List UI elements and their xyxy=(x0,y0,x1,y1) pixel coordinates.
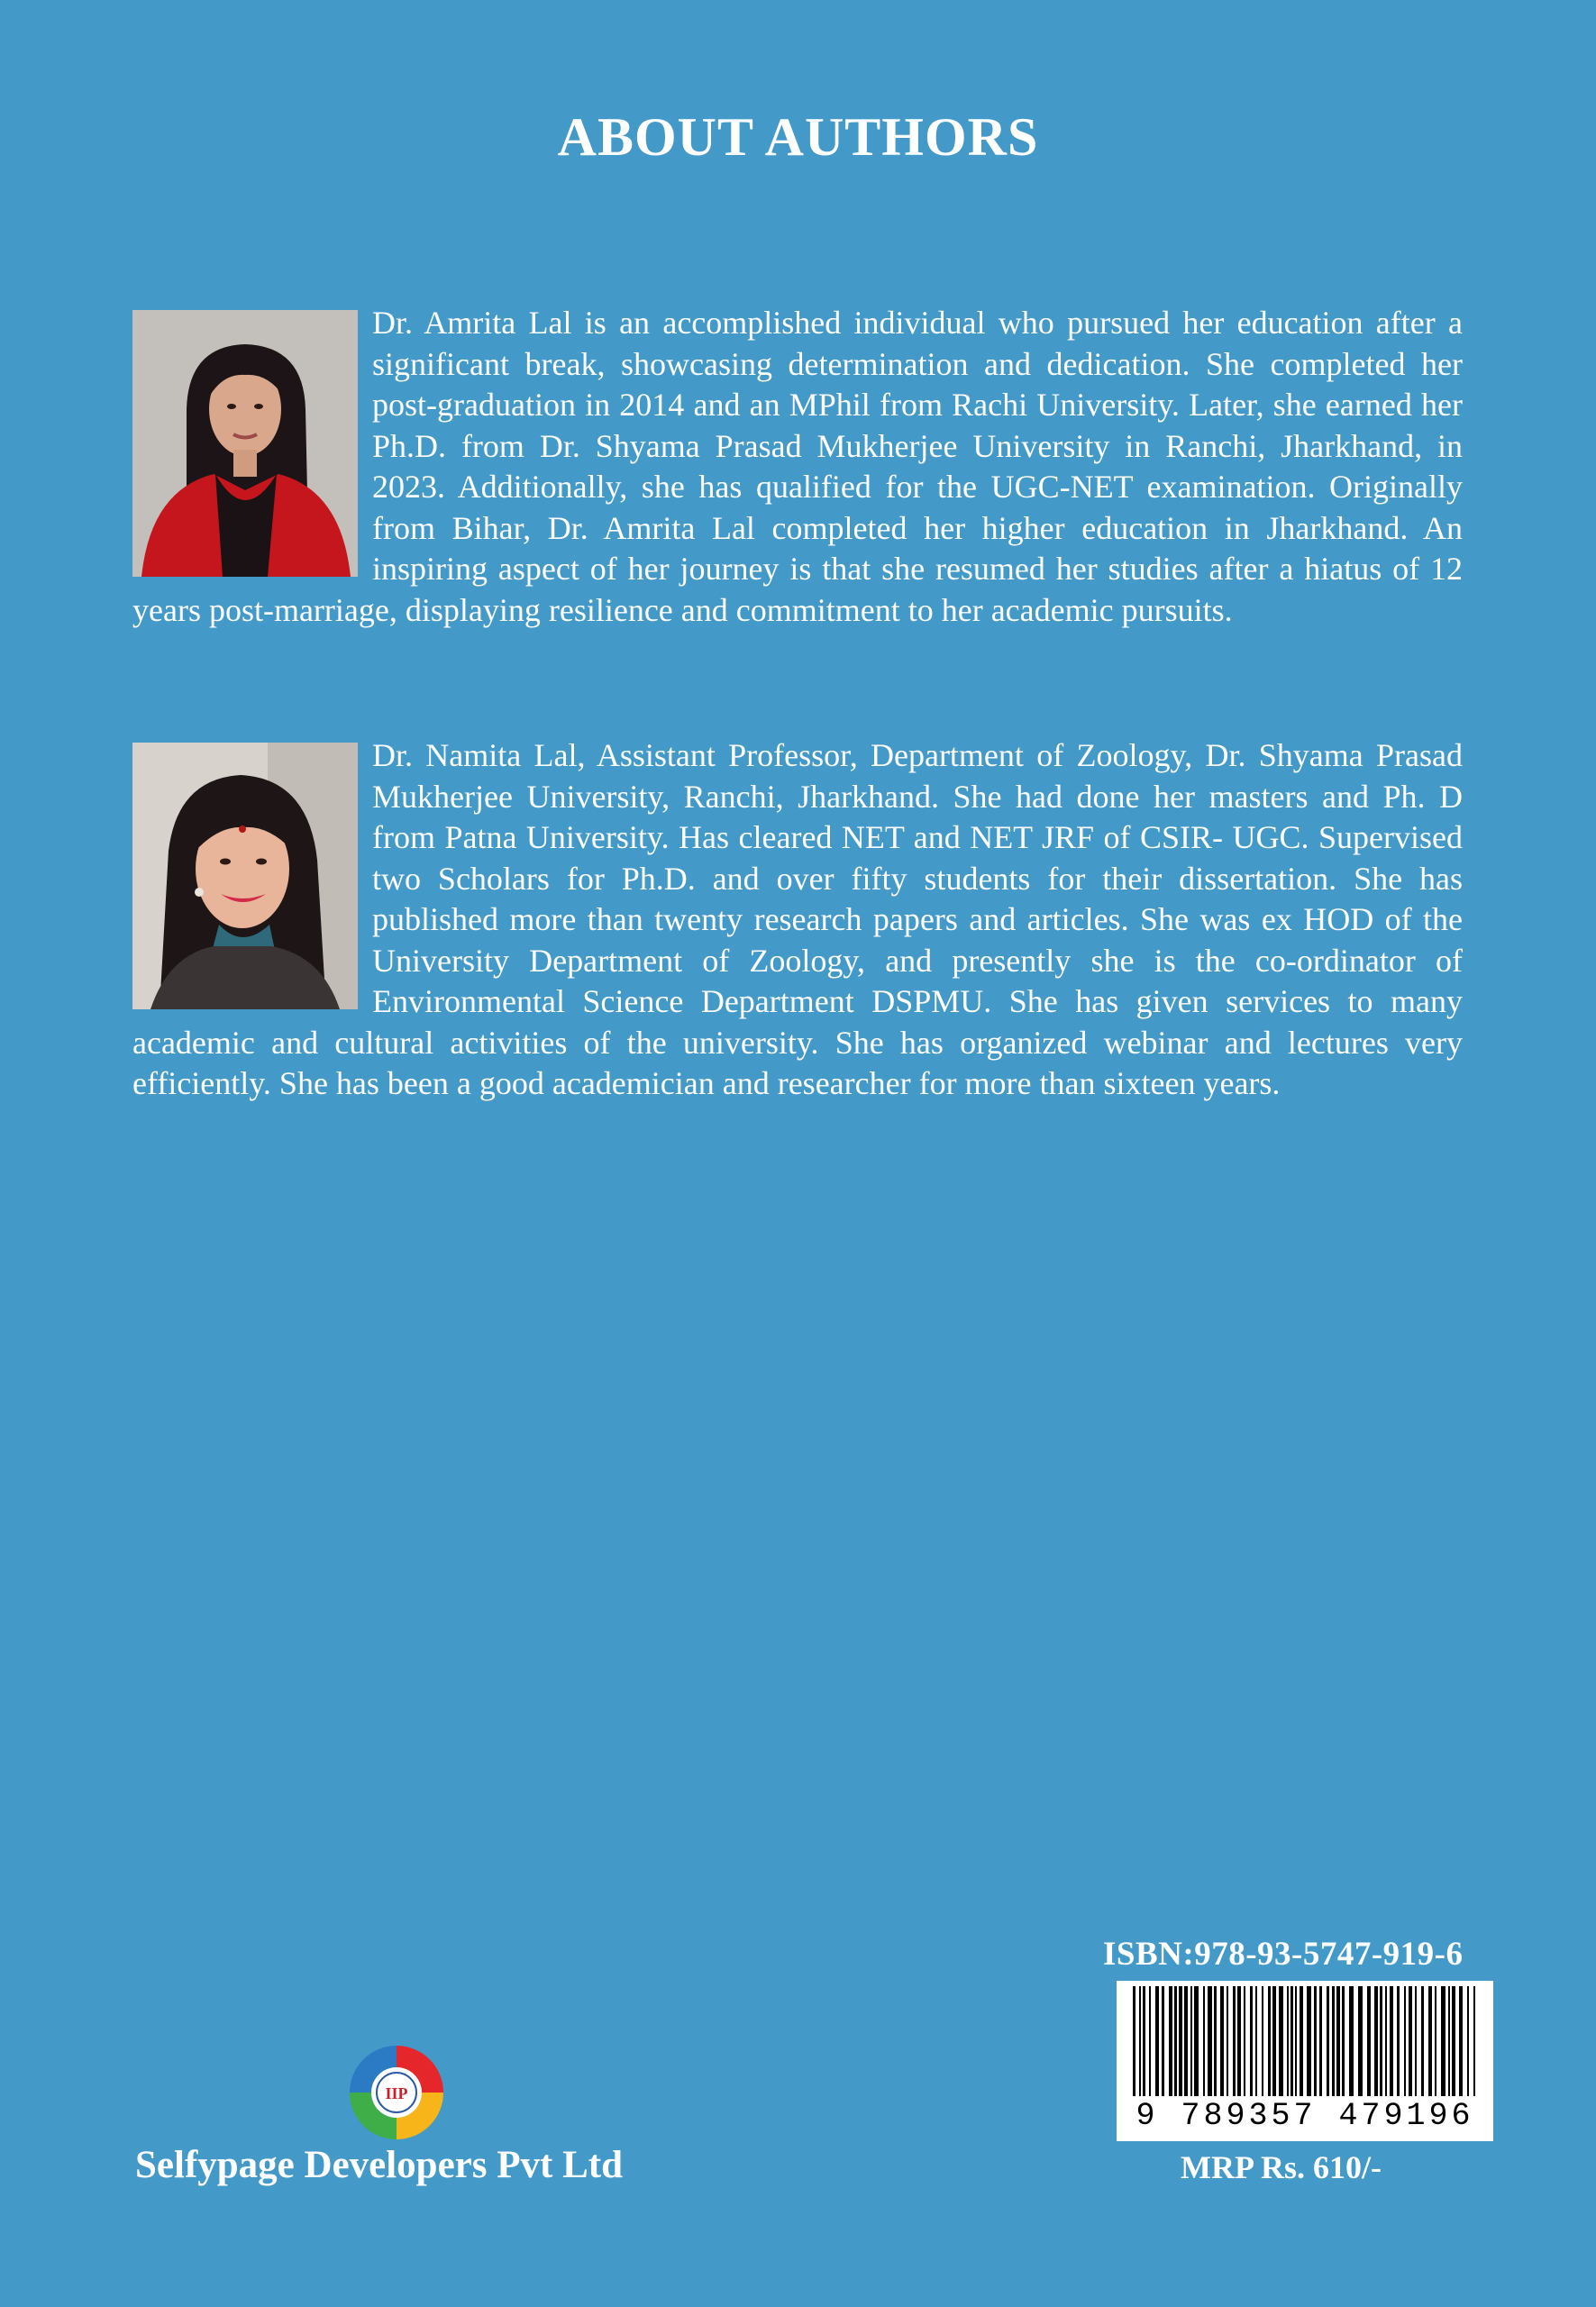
barcode-bar xyxy=(1262,1986,1263,2096)
barcode-bar xyxy=(1255,1986,1257,2096)
barcode-bar xyxy=(1349,1986,1354,2096)
author-photo-1 xyxy=(132,310,358,577)
barcode-bar xyxy=(1290,1986,1293,2096)
author-bio-text-2: Dr. Namita Lal, Assistant Professor, Department of Zoology, Dr. Shyama Prasad Mukherjee University, Ranchi, Jharkhand. She had done her masters and Ph. D from Patna University. Has cleared NET and NET JRF of CSIR- UGC. Supervised two Scholars for Ph.D. and over fifty students for their dissertation. She has published more than twenty research papers and articles. She was ex HOD of the University Department of Zoology, and presently she is the co-ordinator of Environmental Science Department DSPMU. She has given services to many academic and cultural activities of the university. She has organized webinar and lectures very efficiently. She has been a good academician and researcher for more than sixteen years. xyxy=(132,737,1463,1101)
author-bio-2 xyxy=(132,735,1463,1105)
barcode-bar xyxy=(1314,1986,1317,2096)
barcode-bar xyxy=(1319,1986,1322,2096)
author-bio-text-1: Dr. Amrita Lal is an accomplished individual who pursued her education after a significant break, showcasing determination and dedication. She completed her post-graduation in 2014 and an MPhil from Rachi University. Later, she earned her Ph.D. from Dr. Shyama Prasad Mukherjee University in Ranchi, Jharkhand, in 2023. Additionally, she has qualified for the UGC-NET examination. Originally from Bihar, Dr. Amrita Lal completed her higher education in Jharkhand. An inspiring aspect of her journey is that she resumed her studies after a hiatus of 12 years post-marriage, displaying resilience and commitment to her academic pursuits. xyxy=(132,305,1463,628)
barcode-bar xyxy=(1448,1986,1450,2096)
barcode-bar xyxy=(1184,1986,1188,2096)
barcode-bar xyxy=(1174,1986,1177,2096)
barcode-bar xyxy=(1143,1986,1145,2096)
publisher-name: Selfypage Developers Pvt Ltd xyxy=(135,2144,624,2186)
barcode-bar xyxy=(1307,1986,1311,2096)
barcode-bar xyxy=(1190,1986,1192,2096)
barcode-bar xyxy=(1155,1986,1159,2096)
barcode-bar xyxy=(1380,1986,1382,2096)
barcode-digits: 9 789357 479196 xyxy=(1135,2098,1474,2134)
barcode-bar xyxy=(1295,1986,1297,2096)
barcode-bar xyxy=(1169,1986,1172,2096)
isbn-label: ISBN:978-93-5747-919-6 xyxy=(1103,1936,1464,1973)
barcode-bar xyxy=(1208,1986,1212,2096)
author-bio-1 xyxy=(132,303,1463,631)
barcode-bar xyxy=(1342,1986,1345,2096)
barcode-bar xyxy=(1220,1986,1224,2096)
barcode-bar xyxy=(1385,1986,1387,2096)
author-photo-2 xyxy=(132,743,358,1009)
barcode-bar xyxy=(1374,1986,1378,2096)
barcode-bar xyxy=(1272,1986,1276,2096)
barcode-bar xyxy=(1227,1986,1228,2096)
barcode-bar xyxy=(1179,1986,1182,2096)
barcode-bar xyxy=(1162,1986,1164,2096)
barcode-bar xyxy=(1194,1986,1199,2096)
barcode-bar xyxy=(1409,1986,1412,2096)
barcode-bar xyxy=(1279,1986,1283,2096)
barcode-bar xyxy=(1467,1986,1469,2096)
barcode-bar xyxy=(1473,1986,1475,2096)
barcode-bar xyxy=(1452,1986,1455,2096)
barcode-bar xyxy=(1441,1986,1446,2096)
barcode-bar xyxy=(1415,1986,1417,2096)
barcode-bar xyxy=(1397,1986,1400,2096)
price-label: MRP Rs. 610/- xyxy=(1181,2149,1382,2185)
barcode-bar xyxy=(1404,1986,1406,2096)
barcode-bar xyxy=(1367,1986,1371,2096)
barcode-bar xyxy=(1332,1986,1335,2096)
barcode-bar xyxy=(1214,1986,1217,2096)
barcode-bar xyxy=(1139,1986,1141,2096)
barcode-bar xyxy=(1336,1986,1340,2096)
barcode-bar xyxy=(1390,1986,1393,2096)
barcode-bar xyxy=(1327,1986,1329,2096)
logo-initials: IIP xyxy=(385,2084,408,2102)
barcode-bar xyxy=(1233,1986,1236,2096)
barcode-bar xyxy=(1250,1986,1253,2096)
barcode-bar xyxy=(1428,1986,1432,2096)
barcode xyxy=(1117,1981,1493,2141)
barcode-bars xyxy=(1117,1981,1493,2098)
barcode-bar xyxy=(1133,1986,1135,2096)
barcode-bar xyxy=(1300,1986,1303,2096)
publisher-logo-icon xyxy=(342,2038,451,2147)
page-title: ABOUT AUTHORS xyxy=(557,107,1039,167)
barcode-bar xyxy=(1435,1986,1436,2096)
barcode-bar xyxy=(1149,1986,1151,2096)
barcode-bar xyxy=(1237,1986,1241,2096)
barcode-bar xyxy=(1244,1986,1245,2096)
barcode-bar xyxy=(1459,1986,1463,2096)
barcode-bar xyxy=(1203,1986,1205,2096)
barcode-bar xyxy=(1287,1986,1289,2096)
barcode-bar xyxy=(1421,1986,1424,2096)
barcode-bar xyxy=(1358,1986,1363,2096)
barcode-bar xyxy=(1268,1986,1271,2096)
